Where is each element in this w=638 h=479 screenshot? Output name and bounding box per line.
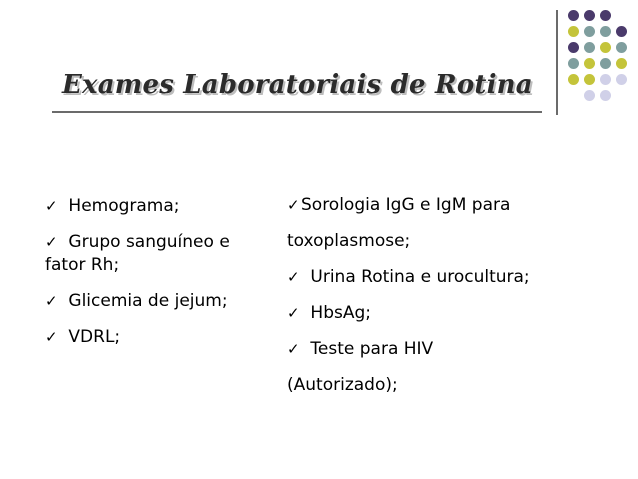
list-item (45, 195, 260, 218)
list-item (45, 231, 260, 277)
left-column (45, 195, 260, 362)
dot (568, 26, 579, 37)
check-icon: ✓ (287, 196, 300, 214)
dot (568, 74, 579, 85)
dot (584, 90, 595, 101)
list-item-text: Teste para HIV (310, 339, 434, 359)
list-item-text: HbsAg; (310, 303, 371, 323)
dot (616, 74, 627, 85)
dot (616, 26, 627, 37)
check-icon: ✓ (45, 233, 58, 251)
check-icon: ✓ (287, 340, 300, 358)
list-item (287, 194, 587, 217)
dot (600, 74, 611, 85)
list-item-text: Grupo sanguíneo e fator Rh; (45, 232, 230, 275)
list-item (45, 290, 260, 313)
check-icon: ✓ (45, 292, 58, 310)
slide-title: Exames Laboratoriais de Rotina (62, 70, 533, 100)
list-item-text: Sorologia IgG e IgM para (301, 195, 511, 215)
list-item (287, 338, 587, 361)
dot (584, 10, 595, 21)
dot (600, 42, 611, 53)
list-item (287, 266, 587, 289)
list-item-text: (Autorizado); (287, 375, 398, 395)
dot (584, 74, 595, 85)
dot (568, 42, 579, 53)
list-item-continuation (287, 230, 587, 253)
dot (600, 10, 611, 21)
list-item-continuation (287, 374, 587, 397)
dot (616, 58, 627, 69)
list-item-text: VDRL; (68, 327, 121, 347)
dot (584, 26, 595, 37)
list-item (45, 326, 260, 349)
list-item-text: Urina Rotina e urocultura; (310, 267, 530, 287)
title-underline (52, 111, 542, 113)
list-item-text: Glicemia de jejum; (68, 291, 228, 311)
vertical-divider (556, 10, 558, 115)
dot (568, 58, 579, 69)
check-icon: ✓ (287, 268, 300, 286)
list-item-text: toxoplasmose; (287, 231, 411, 251)
check-icon: ✓ (287, 304, 300, 322)
dot (600, 26, 611, 37)
right-column (287, 194, 587, 410)
list-item-text: Hemograma; (68, 196, 180, 216)
dot (584, 58, 595, 69)
dot (600, 90, 611, 101)
list-item (287, 302, 587, 325)
dot (600, 58, 611, 69)
dot (568, 10, 579, 21)
dot (616, 42, 627, 53)
check-icon: ✓ (45, 197, 58, 215)
check-icon: ✓ (45, 328, 58, 346)
dot (584, 42, 595, 53)
